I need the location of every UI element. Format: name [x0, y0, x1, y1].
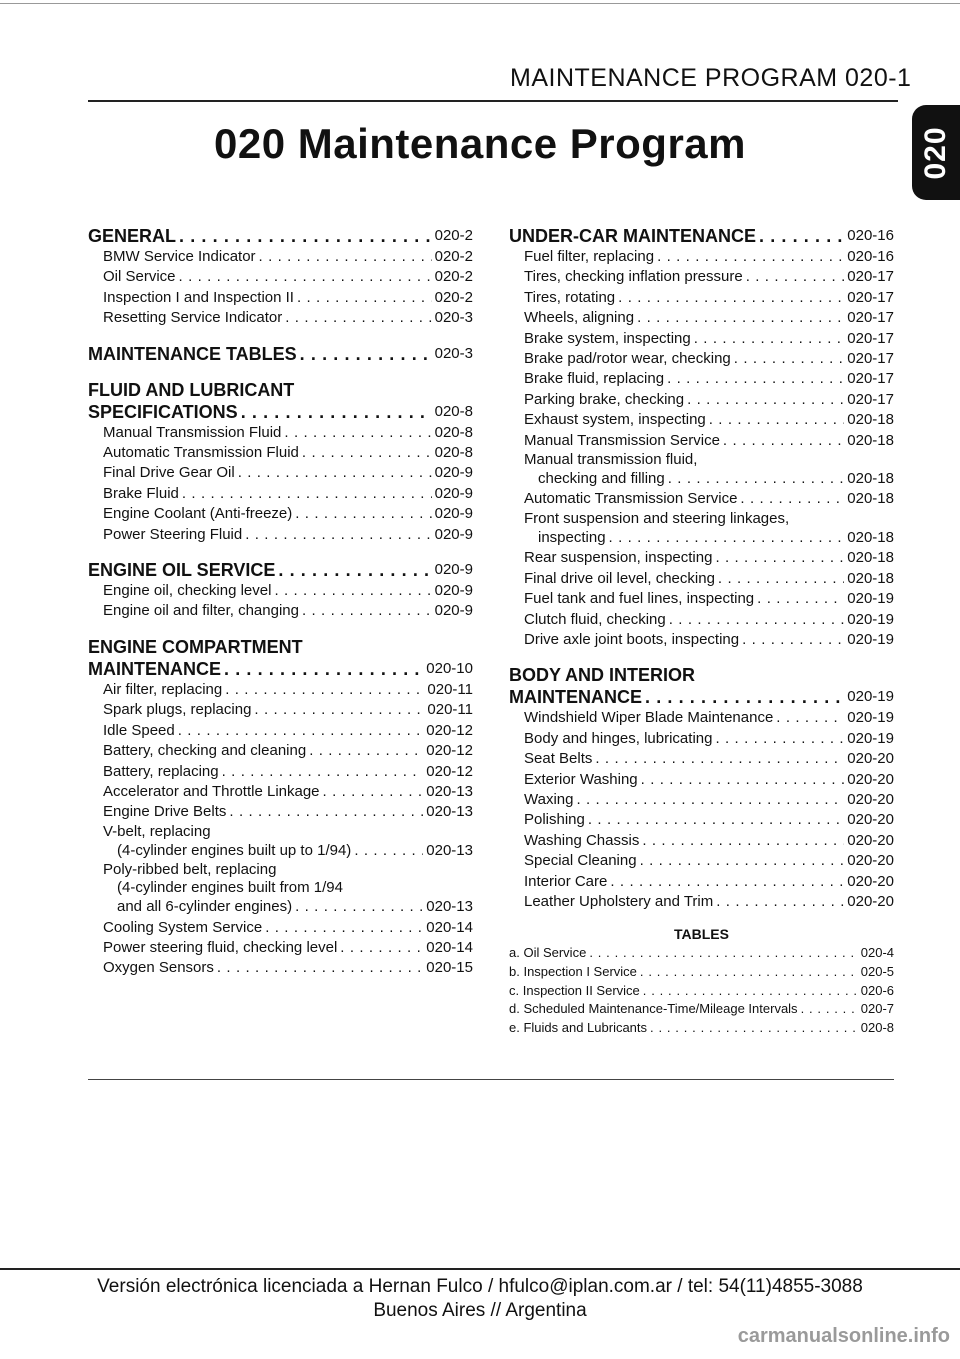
- dot-leader: [742, 630, 844, 650]
- toc-entry[interactable]: [88, 463, 473, 483]
- dot-leader: [309, 741, 423, 761]
- toc-entry-title: Manual Transmission Service: [524, 431, 720, 449]
- toc-entry-page: 020-19: [847, 630, 894, 648]
- dot-leader: [715, 548, 844, 568]
- table-list-title: e. Fluids and Lubricants: [509, 1019, 648, 1035]
- dot-leader: [640, 851, 845, 871]
- dot-leader: [274, 581, 431, 601]
- tables-heading: TABLES: [674, 926, 729, 943]
- toc-entry-title: Tires, rotating: [524, 288, 616, 306]
- toc-entry-page: 020-2: [434, 227, 473, 244]
- site-watermark: carmanualsonline.info: [737, 1325, 950, 1347]
- dot-leader: [302, 601, 432, 621]
- toc-entry[interactable]: [88, 504, 473, 524]
- table-list-page: 020-5: [860, 963, 894, 979]
- toc-entry-page: 020-15: [426, 959, 473, 977]
- toc-entry[interactable]: [509, 790, 894, 810]
- toc-entry-page: 020-19: [847, 590, 894, 608]
- toc-entry[interactable]: [88, 918, 473, 938]
- toc-entry-title: Manual Transmission Fluid: [103, 423, 282, 441]
- toc-entry-title: Power Steering Fluid: [103, 525, 243, 543]
- toc-entry-title: Interior Care: [524, 872, 608, 890]
- dot-leader: [609, 528, 845, 548]
- toc-entry[interactable]: [509, 569, 894, 589]
- dot-leader: [238, 463, 432, 483]
- table-list-item[interactable]: [509, 1019, 894, 1038]
- dot-leader: [323, 782, 424, 802]
- dot-leader: [285, 308, 431, 328]
- dot-leader: [284, 423, 431, 443]
- toc-entry-title: Leather Upholstery and Trim: [524, 892, 714, 910]
- toc-entry-title: Brake pad/rotor wear, checking: [524, 350, 731, 368]
- toc-entry-title: Automatic Transmission Service: [524, 490, 738, 508]
- toc-entry[interactable]: [88, 601, 473, 621]
- table-list-item[interactable]: [509, 963, 894, 982]
- dot-leader: [641, 770, 845, 790]
- dot-leader: [179, 267, 432, 287]
- table-list-page: 020-8: [860, 1019, 894, 1035]
- dot-leader: [657, 247, 844, 267]
- toc-entry-page: 020-2: [434, 248, 473, 265]
- dot-leader: [637, 308, 844, 328]
- toc-entry-page: 020-9: [434, 602, 473, 620]
- toc-entry[interactable]: [88, 525, 473, 545]
- dot-leader: [650, 1019, 858, 1038]
- toc-entry-page: 020-19: [847, 729, 894, 747]
- dot-leader: [642, 831, 844, 851]
- toc-entry-title: Spark plugs, replacing: [103, 701, 252, 719]
- toc-entry-page: 020-9: [434, 505, 473, 523]
- section-tab-label: 020: [919, 125, 952, 180]
- toc-entry[interactable]: [509, 548, 894, 568]
- toc-heading-line: Front suspension and steering linkages,: [524, 509, 790, 527]
- toc-entry-title: GENERAL: [88, 226, 177, 246]
- toc-entry-title: inspecting: [538, 528, 606, 546]
- dot-leader: [687, 390, 844, 410]
- toc-entry-page: 020-16: [847, 248, 894, 265]
- toc-entry[interactable]: [509, 892, 894, 912]
- toc-entry[interactable]: [88, 741, 473, 761]
- toc-entry-page: 020-20: [847, 811, 894, 829]
- toc-entry-title: Brake fluid, replacing: [524, 370, 665, 388]
- toc-entry[interactable]: [509, 610, 894, 630]
- dot-leader: [278, 559, 431, 581]
- toc-entry[interactable]: [509, 308, 894, 328]
- dot-leader: [669, 610, 845, 630]
- dot-leader: [746, 267, 845, 287]
- dot-leader: [694, 329, 845, 349]
- toc-left-column: [88, 225, 473, 979]
- dot-leader: [645, 686, 844, 708]
- toc-entry-page: 020-17: [847, 370, 894, 388]
- toc-entry[interactable]: [88, 343, 473, 365]
- toc-heading-line: ENGINE COMPARTMENT: [88, 636, 303, 657]
- dot-leader: [716, 892, 844, 912]
- toc-entry-page: 020-2: [434, 268, 473, 286]
- dot-leader: [178, 721, 424, 741]
- toc-entry-page: 020-9: [434, 561, 473, 579]
- table-list-item[interactable]: [509, 1000, 894, 1019]
- toc-right-column: [509, 225, 894, 1037]
- toc-entry[interactable]: [88, 680, 473, 700]
- toc-entry[interactable]: [509, 390, 894, 410]
- dot-leader: [776, 708, 844, 728]
- toc-entry[interactable]: [509, 749, 894, 769]
- dot-leader: [265, 918, 423, 938]
- toc-entry[interactable]: [88, 581, 473, 601]
- toc-entry-title: Cooling System Service: [103, 918, 263, 936]
- toc-entry[interactable]: [88, 782, 473, 802]
- toc-entry-page: 020-16: [847, 227, 894, 244]
- toc-entry[interactable]: [88, 700, 473, 720]
- toc-entry[interactable]: [509, 729, 894, 749]
- toc-entry[interactable]: [88, 443, 473, 463]
- dot-leader: [229, 802, 423, 822]
- dot-leader: [715, 729, 844, 749]
- toc-entry-title: Exterior Washing: [524, 770, 638, 788]
- toc-entry[interactable]: [88, 288, 473, 308]
- toc-entry-title: Special Cleaning: [524, 852, 637, 870]
- toc-entry-title: SPECIFICATIONS: [88, 401, 238, 422]
- dot-leader: [354, 841, 423, 861]
- header-rule: [88, 100, 898, 102]
- toc-entry-page: 020-18: [847, 528, 894, 546]
- toc-entry-title: Waxing: [524, 790, 574, 808]
- toc-entry[interactable]: [88, 762, 473, 782]
- dot-leader: [295, 897, 423, 917]
- toc-entry-title: Final drive oil level, checking: [524, 569, 715, 587]
- table-list-item[interactable]: [509, 944, 894, 963]
- dot-leader: [259, 247, 432, 267]
- dot-leader: [610, 872, 844, 892]
- toc-entry-title: Brake Fluid: [103, 484, 179, 502]
- dot-leader: [241, 401, 432, 423]
- toc-entry-title: Idle Speed: [103, 721, 175, 739]
- dot-leader: [709, 410, 845, 430]
- dot-leader: [589, 944, 857, 963]
- toc-entry-page: 020-18: [847, 431, 894, 449]
- toc-spacer: [88, 622, 473, 636]
- toc-entry[interactable]: [88, 308, 473, 328]
- toc-entry-page: 020-11: [427, 701, 473, 719]
- toc-entry-title: Polishing: [524, 811, 585, 829]
- toc-spacer: [88, 365, 473, 379]
- toc-entry[interactable]: [509, 225, 894, 247]
- dot-leader: [222, 762, 424, 782]
- toc-entry[interactable]: [509, 851, 894, 871]
- toc-entry[interactable]: [509, 686, 894, 708]
- toc-entry-page: 020-12: [426, 762, 473, 780]
- toc-heading-line: FLUID AND LUBRICANT: [88, 379, 295, 400]
- toc-entry-title: checking and filling: [538, 470, 665, 488]
- toc-entry[interactable]: [88, 423, 473, 443]
- dot-leader: [640, 963, 858, 982]
- toc-entry[interactable]: [88, 247, 473, 267]
- toc-entry[interactable]: [88, 958, 473, 978]
- toc-entry[interactable]: [88, 484, 473, 504]
- toc-entry-page: 020-20: [847, 872, 894, 890]
- toc-entry-page: 020-19: [847, 688, 894, 706]
- toc-entry[interactable]: [88, 225, 473, 247]
- dot-leader: [643, 982, 858, 1001]
- toc-entry-page: 020-20: [847, 750, 894, 768]
- table-list-title: a. Oil Service: [509, 945, 587, 961]
- toc-entry-title: Oil Service: [103, 268, 176, 286]
- toc-entry-page: 020-18: [847, 549, 894, 567]
- toc-entry-title: and all 6-cylinder engines): [117, 898, 293, 916]
- toc-entry-page: 020-17: [847, 288, 894, 306]
- toc-entry-page: 020-13: [426, 841, 473, 859]
- toc-entry-page: 020-12: [426, 721, 473, 739]
- toc-entry-title: Seat Belts: [524, 750, 593, 768]
- dot-leader: [668, 469, 845, 489]
- toc-entry-page: 020-17: [847, 329, 894, 347]
- toc-entry-page: 020-3: [434, 309, 473, 327]
- toc-entry-title: Drive axle joint boots, inspecting: [524, 630, 740, 648]
- toc-entry[interactable]: [88, 658, 473, 680]
- toc-entry-page: 020-20: [847, 892, 894, 910]
- toc-entry-title: Engine oil, checking level: [103, 582, 272, 600]
- toc-entry-page: 020-10: [426, 659, 473, 677]
- toc-entry[interactable]: [88, 559, 473, 581]
- toc-entry-title: Body and hinges, lubricating: [524, 729, 713, 747]
- dot-leader: [295, 504, 431, 524]
- table-list-page: 020-4: [860, 945, 894, 961]
- toc-entry-page: 020-18: [847, 569, 894, 587]
- toc-spacer: [88, 545, 473, 559]
- toc-entry-page: 020-8: [434, 444, 473, 462]
- dot-leader: [595, 749, 844, 769]
- toc-entry-title: Engine oil and filter, changing: [103, 602, 299, 620]
- toc-entry-title: Battery, replacing: [103, 762, 219, 780]
- dot-leader: [667, 369, 844, 389]
- dot-leader: [182, 484, 432, 504]
- toc-entry-page: 020-13: [426, 898, 473, 916]
- toc-entry-page: 020-18: [847, 470, 894, 488]
- license-line-2: Buenos Aires // Argentina: [373, 1300, 587, 1321]
- dot-leader: [217, 958, 423, 978]
- toc-entry-page: 020-17: [847, 350, 894, 368]
- toc-entry-page: 020-2: [434, 288, 473, 306]
- toc-spacer: [88, 329, 473, 343]
- toc-entry-page: 020-20: [847, 852, 894, 870]
- toc-entry[interactable]: [88, 401, 473, 423]
- toc-entry-title: BMW Service Indicator: [103, 248, 256, 265]
- toc-entry[interactable]: [88, 897, 473, 917]
- toc-entry-page: 020-17: [847, 268, 894, 286]
- toc-entry-page: 020-18: [847, 411, 894, 429]
- table-list-title: b. Inspection I Service: [509, 963, 637, 979]
- toc-entry-page: 020-13: [426, 782, 473, 800]
- toc-entry-page: 020-13: [426, 803, 473, 821]
- toc-entry-title: Brake system, inspecting: [524, 329, 691, 347]
- toc-entry-title: Accelerator and Throttle Linkage: [103, 782, 320, 800]
- toc-entry-title: MAINTENANCE: [88, 658, 221, 679]
- dot-leader: [801, 1000, 858, 1019]
- dot-leader: [588, 810, 844, 830]
- dot-leader: [302, 443, 432, 463]
- toc-entry[interactable]: [88, 721, 473, 741]
- toc-heading-line: BODY AND INTERIOR: [509, 665, 696, 686]
- toc-entry-page: 020-8: [434, 423, 473, 441]
- dot-leader: [245, 525, 431, 545]
- toc-entry-title: Washing Chassis: [524, 831, 640, 849]
- dot-leader: [618, 288, 844, 308]
- dot-leader: [718, 569, 844, 589]
- toc-entry-title: Air filter, replacing: [103, 680, 223, 698]
- toc-entry-title: Inspection I and Inspection II: [103, 288, 294, 306]
- table-list-title: d. Scheduled Maintenance-Time/Mileage Intervals: [509, 1001, 798, 1017]
- toc-entry[interactable]: [509, 247, 894, 267]
- toc-entry-title: Fuel tank and fuel lines, inspecting: [524, 590, 755, 608]
- dot-leader: [734, 349, 845, 369]
- dot-leader: [723, 431, 844, 451]
- toc-entry[interactable]: [88, 267, 473, 287]
- toc-entry[interactable]: [88, 938, 473, 958]
- toc-entry[interactable]: [509, 589, 894, 609]
- toc-entry-title: Parking brake, checking: [524, 390, 685, 408]
- toc-entry-title: ENGINE OIL SERVICE: [88, 560, 276, 581]
- toc-entry-title: Tires, checking inflation pressure: [524, 268, 743, 286]
- toc-entry-title: Exhaust system, inspecting: [524, 411, 706, 429]
- dot-leader: [759, 225, 844, 247]
- toc-entry[interactable]: [509, 469, 894, 489]
- toc-entry-page: 020-14: [426, 938, 473, 956]
- toc-entry[interactable]: [509, 708, 894, 728]
- dot-leader: [225, 680, 424, 700]
- toc-entry[interactable]: [509, 267, 894, 287]
- toc-entry[interactable]: [509, 528, 894, 548]
- toc-heading-line: V-belt, replacing: [103, 822, 211, 840]
- toc-entry-title: Clutch fluid, checking: [524, 610, 666, 628]
- toc-entry[interactable]: [509, 410, 894, 430]
- dot-leader: [576, 790, 844, 810]
- toc-entry[interactable]: [88, 841, 473, 861]
- top-edge-rule: [0, 3, 960, 4]
- toc-entry[interactable]: [509, 831, 894, 851]
- toc-entry-page: 020-18: [847, 490, 894, 508]
- toc-heading-line: Poly-ribbed belt, replacing: [103, 861, 277, 879]
- toc-entry-title: Wheels, aligning: [524, 309, 635, 327]
- chapter-title: 020 Maintenance Program: [213, 120, 747, 167]
- toc-entry[interactable]: [509, 329, 894, 349]
- license-line-1: Versión electrónica licenciada a Hernan Fulco / hfulco@iplan.com.ar / tel: 54(11)4855-3088: [97, 1276, 863, 1297]
- toc-entry-page: 020-9: [434, 464, 473, 482]
- toc-entry-page: 020-19: [847, 610, 894, 628]
- toc-entry-title: Fuel filter, replacing: [524, 248, 655, 265]
- tables-list: [509, 944, 894, 1037]
- toc-entry-title: Power steering fluid, checking level: [103, 938, 338, 956]
- toc-entry-title: Rear suspension, inspecting: [524, 549, 713, 567]
- dot-leader: [179, 225, 432, 247]
- dot-leader: [740, 489, 844, 509]
- toc-entry-page: 020-3: [434, 344, 473, 362]
- toc-entry-page: 020-9: [434, 484, 473, 502]
- toc-entry-page: 020-14: [426, 918, 473, 936]
- table-list-page: 020-7: [860, 1001, 894, 1017]
- toc-entry-page: 020-12: [426, 742, 473, 760]
- toc-entry-title: Engine Coolant (Anti-freeze): [103, 505, 293, 523]
- toc-entry-page: 020-11: [427, 680, 473, 698]
- toc-entry[interactable]: [509, 349, 894, 369]
- toc-entry-page: 020-9: [434, 525, 473, 543]
- table-list-item[interactable]: [509, 982, 894, 1001]
- toc-entry-title: Automatic Transmission Fluid: [103, 444, 299, 462]
- toc-entry-page: 020-17: [847, 309, 894, 327]
- running-header: MAINTENANCE PROGRAM 020-1: [510, 64, 912, 92]
- dot-leader: [224, 658, 423, 680]
- toc-entry[interactable]: [509, 630, 894, 650]
- toc-entry-title: MAINTENANCE: [509, 687, 642, 708]
- toc-entry[interactable]: [509, 770, 894, 790]
- toc-entry[interactable]: [88, 802, 473, 822]
- toc-entry[interactable]: [509, 872, 894, 892]
- toc-entry-title: Resetting Service Indicator: [103, 309, 283, 327]
- toc-entry-title: Final Drive Gear Oil: [103, 464, 235, 482]
- toc-entry-title: (4-cylinder engines built up to 1/94): [117, 841, 352, 859]
- dot-leader: [340, 938, 423, 958]
- toc-entry[interactable]: [509, 288, 894, 308]
- dot-leader: [300, 343, 432, 365]
- toc-entry-page: 020-17: [847, 390, 894, 408]
- table-list-title: c. Inspection II Service: [509, 982, 640, 998]
- toc-entry[interactable]: [509, 810, 894, 830]
- toc-entry[interactable]: [509, 431, 894, 451]
- toc-entry[interactable]: [509, 489, 894, 509]
- toc-entry-page: 020-20: [847, 831, 894, 849]
- dot-leader: [757, 589, 844, 609]
- toc-entry-title: Battery, checking and cleaning: [103, 742, 307, 760]
- toc-entry-page: 020-20: [847, 770, 894, 788]
- toc-entry-title: Engine Drive Belts: [103, 803, 227, 821]
- toc-heading-line: Manual transmission fluid,: [524, 451, 698, 469]
- toc-entry-page: 020-20: [847, 790, 894, 808]
- toc-entry-title: Windshield Wiper Blade Maintenance: [524, 709, 774, 727]
- toc-entry[interactable]: [509, 369, 894, 389]
- dot-leader: [297, 288, 432, 308]
- toc-entry-title: MAINTENANCE TABLES: [88, 343, 297, 364]
- toc-spacer: [509, 650, 894, 664]
- toc-entry-page: 020-9: [434, 582, 473, 600]
- toc-heading-line: (4-cylinder engines built from 1/94: [117, 879, 343, 897]
- dot-leader: [254, 700, 424, 720]
- content-bottom-rule: [88, 1079, 894, 1080]
- table-list-page: 020-6: [860, 982, 894, 998]
- toc-entry-title: Oxygen Sensors: [103, 959, 214, 977]
- toc-entry-page: 020-8: [434, 402, 473, 420]
- toc-entry-page: 020-19: [847, 709, 894, 727]
- toc-entry-title: UNDER-CAR MAINTENANCE: [509, 226, 756, 246]
